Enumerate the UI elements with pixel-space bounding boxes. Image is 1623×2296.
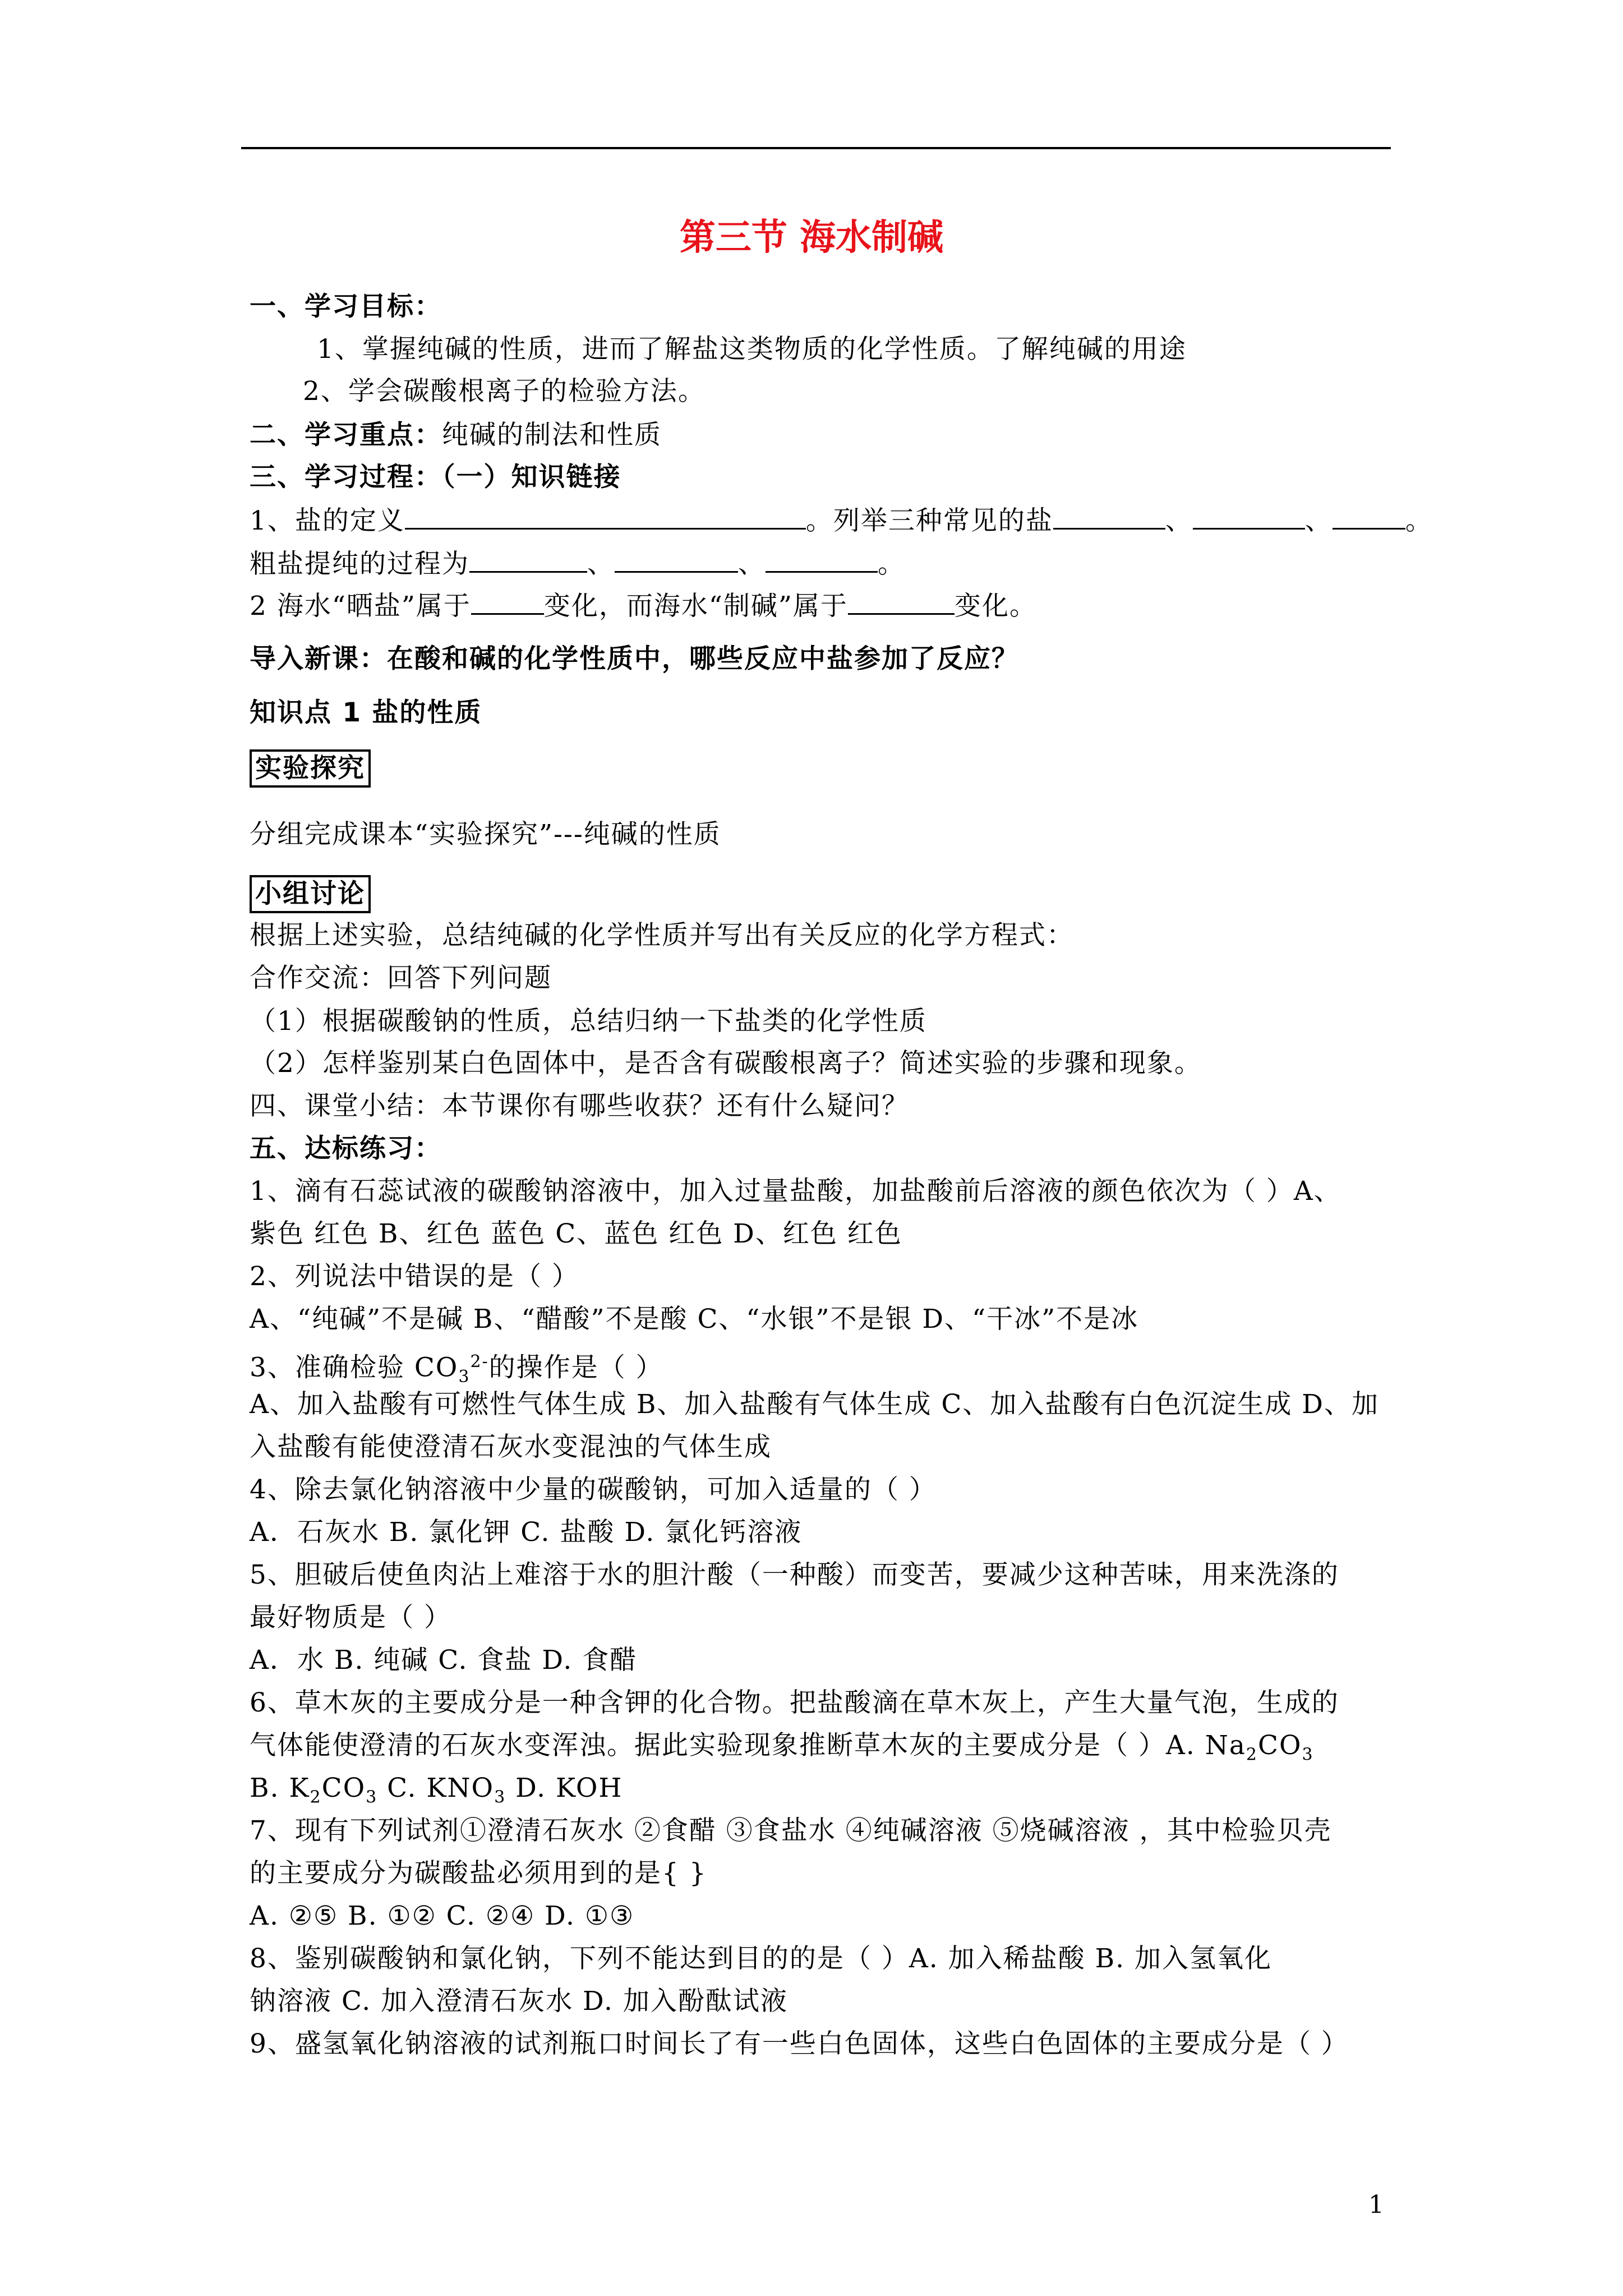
- exercise-line: 入盐酸有能使澄清石灰水变混浊的气体生成: [250, 1432, 772, 1462]
- page-title: 第三节 海水制碱: [679, 217, 944, 259]
- objective-2: 2、学会碳酸根离子的检验方法。: [303, 376, 706, 407]
- exercise-line: 最好物质是（ ）: [250, 1602, 451, 1633]
- exercise-line: 2、列说法中错误的是（ ）: [250, 1261, 579, 1292]
- discussion-heading: 小组讨论: [250, 875, 371, 913]
- exercise-line: 3、准确检验 $CO_3^{2-}$的操作是（ ）: [250, 1352, 663, 1387]
- exercise-line: 5、胆破后使鱼肉沾上难溶于水的胆汁酸（一种酸）而变苦，要减少这种苦味，用来洗涤的: [250, 1559, 1339, 1590]
- discussion-line-2: 合作交流：回答下列问题: [250, 963, 552, 993]
- exercise-line: A、加入盐酸有可燃性气体生成 B、加入盐酸有气体生成 C、加入盐酸有白色沉淀生成 D、加: [250, 1389, 1379, 1420]
- exercise-line: A．水 B. 纯碱 C. 食盐 D. 食醋: [250, 1645, 638, 1676]
- link-q2: 2 海水“晒盐”属于 变化，而海水“制碱”属于 变化。: [250, 588, 1037, 624]
- exercises-heading: 五、达标练习：: [250, 1133, 442, 1164]
- objectives-heading: 一、学习目标：: [250, 291, 442, 322]
- exercise-line: 6、草木灰的主要成分是一种含钾的化合物。把盐酸滴在草木灰上，产生大量气泡，生成的: [250, 1687, 1339, 1718]
- link-q1: 1、盐的定义 。列举三种常见的盐 、 、 。: [250, 503, 1433, 539]
- exercise-line: A、“纯碱”不是碱 B、“醋酸”不是酸 C、“水银”不是银 D、“干冰”不是冰: [250, 1304, 1139, 1335]
- experiment-heading: 实验探究: [250, 749, 371, 788]
- exercise-line: 8、鉴别碳酸钠和氯化钠，下列不能达到目的的是（ ）A. 加入稀盐酸 B. 加入氢氧化: [250, 1943, 1272, 1974]
- focus-line: 二、学习重点：纯碱的制法和性质: [250, 420, 662, 450]
- exercise-line: A．石灰水 B. 氯化钾 C. 盐酸 D. 氯化钙溶液: [250, 1517, 803, 1548]
- exercise-line: 7、现有下列试剂①澄清石灰水 ②食醋 ③食盐水 ④纯碱溶液 ⑤烧碱溶液 ，其中检验贝壳: [250, 1815, 1332, 1846]
- exercise-line: 紫色 红色 B、红色 蓝色 C、蓝色 红色 D、红色 红色: [250, 1218, 902, 1249]
- link-q1-purify: 粗盐提纯的过程为 、 、 。: [250, 546, 905, 582]
- experiment-text: 分组完成课本“实验探究”---纯碱的性质: [250, 819, 721, 850]
- page-number: 1: [1368, 2191, 1384, 2219]
- header-rule: [241, 147, 1391, 149]
- exercise-line: 气体能使澄清的石灰水变浑浊。据此实验现象推断草木灰的主要成分是（ ）A. $Na_2CO_3$: [250, 1730, 1314, 1765]
- exercise-line: 的主要成分为碳酸盐必须用到的是{ }: [250, 1858, 707, 1889]
- exercise-line: 1、滴有石蕊试液的碳酸钠溶液中，加入过量盐酸，加盐酸前后溶液的颜色依次为（ ）A、: [250, 1176, 1341, 1207]
- knowledge-point-1: 知识点 1 盐的性质: [250, 697, 482, 728]
- exercise-line: B. $K_2CO_3$ C. $KNO_3$ D. KOH: [250, 1773, 623, 1807]
- summary-line: 四、课堂小结：本节课你有哪些收获？还有什么疑问？: [250, 1091, 909, 1121]
- exercise-line: 4、除去氯化钠溶液中少量的碳酸钠，可加入适量的（ ）: [250, 1474, 937, 1505]
- exercise-line: 钠溶液 C. 加入澄清石灰水 D. 加入酚酞试液: [250, 1986, 788, 2017]
- exercise-line: 9、盛氢氧化钠溶液的试剂瓶口时间长了有一些白色固体，这些白色固体的主要成分是（ ）: [250, 2028, 1349, 2059]
- discussion-line-1: 根据上述实验，总结纯碱的化学性质并写出有关反应的化学方程式：: [250, 920, 1074, 951]
- exercise-line: A. ②⑤ B. ①② C. ②④ D. ①③: [250, 1901, 635, 1931]
- objective-1: 1、掌握纯碱的性质，进而了解盐这类物质的化学性质。了解纯碱的用途: [317, 334, 1187, 365]
- intro-line: 导入新课：在酸和碱的化学性质中，哪些反应中盐参加了反应？: [250, 643, 1019, 674]
- discussion-line-4: （2）怎样鉴别某白色固体中，是否含有碳酸根离子？简述实验的步骤和现象。: [250, 1048, 1202, 1079]
- discussion-line-3: （1）根据碳酸钠的性质，总结归纳一下盐类的化学性质: [250, 1006, 927, 1037]
- process-heading: 三、学习过程：（一）知识链接: [250, 462, 621, 493]
